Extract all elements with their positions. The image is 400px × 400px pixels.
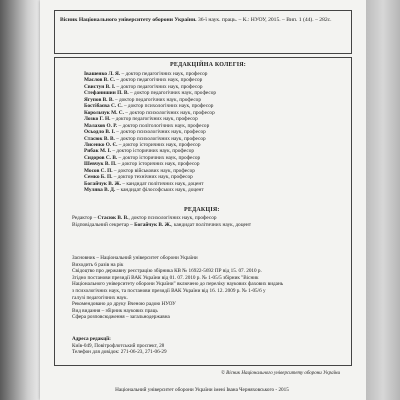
- citation-details: 36-ї наук. праць. – К.: НУОУ, 2015. – Вип. 1 (44). – 282с.: [196, 17, 332, 23]
- publication-line: галузі педагогічних наук.: [72, 294, 128, 301]
- citation-title: Вісник Національного університету оборони України.: [60, 17, 197, 23]
- address-heading: Адреса редакції:: [72, 336, 111, 342]
- board-member: [84, 187, 216, 193]
- board-member-name: Семко Б. П.: [84, 174, 113, 181]
- editorial-heading: РЕДАКЦІЯ:: [184, 207, 220, 213]
- publication-line: Згідно постанови президії ВАК України від 01. 07. 2010 р. № 1-05/5 збірник "Вісник: [72, 274, 259, 281]
- editor-line: [72, 215, 251, 222]
- publication-line: Виходить 6 разів на рік: [72, 261, 124, 268]
- board-member-name: Маслов В. С.: [84, 77, 116, 84]
- publication-line: Вид видання – збірник наукових праць: [72, 307, 158, 314]
- editorial-staff: [72, 215, 251, 229]
- board-member-role: – доктор історичних наук, професор: [117, 154, 201, 161]
- board-member-role: – доктор педагогічних наук, професор: [115, 83, 203, 90]
- board-member-role: – доктор політологічних наук, професор: [117, 122, 210, 129]
- publication-line: Сфера розповсюдження – загальнодержавна: [72, 314, 170, 321]
- board-member-role: – доктор педагогічних наук, професор: [128, 90, 217, 97]
- page-footer: Національний університет оборони України імені Івана Черняховського - 2015: [115, 387, 289, 393]
- board-member-role: – доктор педагогічних наук, професор: [115, 77, 203, 84]
- board-member-role: – доктор педагогічних наук, професор: [120, 71, 208, 77]
- editor-credentials: , доктор психологічних наук, професор: [128, 215, 217, 221]
- editorial-board-heading: РЕДАКЦІЙНА КОЛЕГІЯ:: [170, 62, 246, 68]
- board-member-name: Івашенко Л. Я.: [84, 71, 121, 77]
- editorial-board-list: [84, 71, 216, 194]
- board-member-name: Малахов О. Р.: [84, 122, 118, 129]
- board-member-name: Стасюк В. В.: [84, 135, 115, 142]
- board-member-name: Лисенко О. Є.: [84, 141, 118, 148]
- citation-text: [60, 17, 344, 24]
- board-member-role: – кандидат політичних наук, доцент: [121, 180, 204, 187]
- board-member-role: – доктор військових наук, професор: [112, 167, 195, 174]
- publication-line: Рекомендовано до друку Вченою радою НУОУ: [72, 301, 176, 308]
- board-member-name: Бостібаєва С. С.: [84, 103, 123, 110]
- board-member-role: – доктор педагогічних наук, професор: [110, 116, 198, 123]
- address-line: Київ-049, Повітрофлотський проспект, 28: [72, 342, 165, 349]
- publication-line: з психологічних наук, та постанови президії ВАК України від 16. 12. 2009 р. № 1-05/6 у: [72, 287, 266, 294]
- board-member-name: Мулява В. Д.: [84, 187, 116, 194]
- board-member-name: Ягупов В. В.: [84, 96, 114, 103]
- board-member-role: – доктор історичних наук, професор: [111, 148, 194, 155]
- board-member-role: – кандидат філософських наук, доцент: [115, 187, 204, 194]
- copyright-notice: © Вісник Національного університету оборони України: [221, 371, 340, 376]
- secretary-line: [72, 222, 251, 229]
- board-member-name: Сидоров С. В.: [84, 154, 118, 161]
- board-member-name: Шевчук В. П.: [84, 161, 117, 168]
- board-member-role: – доктор психологічних наук, професор: [114, 135, 206, 142]
- board-member-name: Осьодло В. І.: [84, 129, 115, 136]
- publication-line: Свідоцтво про державну реєстрацію збірника КВ № 16922-5692 ПР від 15. 07. 2010 р.: [72, 268, 262, 275]
- board-member-name: Лозко Г. Н.: [84, 116, 111, 123]
- book-spine-shadow: [0, 0, 40, 400]
- board-member-role: – доктор історичних наук, професор: [117, 141, 201, 148]
- board-member-name: Мосов С. П.: [84, 167, 113, 174]
- secretary-name: Богайчук В. Ж.: [134, 222, 172, 228]
- board-member-name: Богайчук В. Ж.: [84, 180, 122, 187]
- editor-name: Стасюк В. В.: [97, 215, 129, 221]
- board-member-role: – доктор психологічних наук, професор: [122, 103, 214, 110]
- board-member-name: Корольчук М. С.: [84, 109, 124, 116]
- address-block: [72, 336, 167, 356]
- publication-info: [72, 255, 342, 321]
- right-edge-shadow: [366, 0, 400, 400]
- secretary-prefix: Відповідальний секретар –: [72, 222, 135, 228]
- board-member-name: Свистун В. І.: [84, 83, 116, 90]
- editor-prefix: Редактор –: [72, 215, 98, 221]
- board-member-role: – доктор психологічних наук, професор: [123, 109, 215, 116]
- board-member-role: – доктор педагогічних наук, професор: [113, 96, 201, 103]
- secretary-credentials: , кандидат політичних наук, доцент: [171, 222, 252, 228]
- publication-line: Національного університету оборони України" включено до переліку наукових фахових видань: [72, 281, 284, 288]
- phone-line: Телефон для довідок: 271-06-23, 271-06-29: [72, 349, 167, 356]
- board-member-role: – доктор технічних наук, професор: [112, 174, 193, 181]
- board-member-name: Стефанишин П. В.: [84, 90, 129, 97]
- board-member-role: – доктор історичних наук, професор: [116, 161, 200, 168]
- publication-line: Засновник – Національний університет оборони України: [72, 255, 198, 261]
- board-member-name: Рибак М. І.: [84, 148, 111, 155]
- board-member-role: – доктор психологічних наук, професор: [114, 129, 206, 136]
